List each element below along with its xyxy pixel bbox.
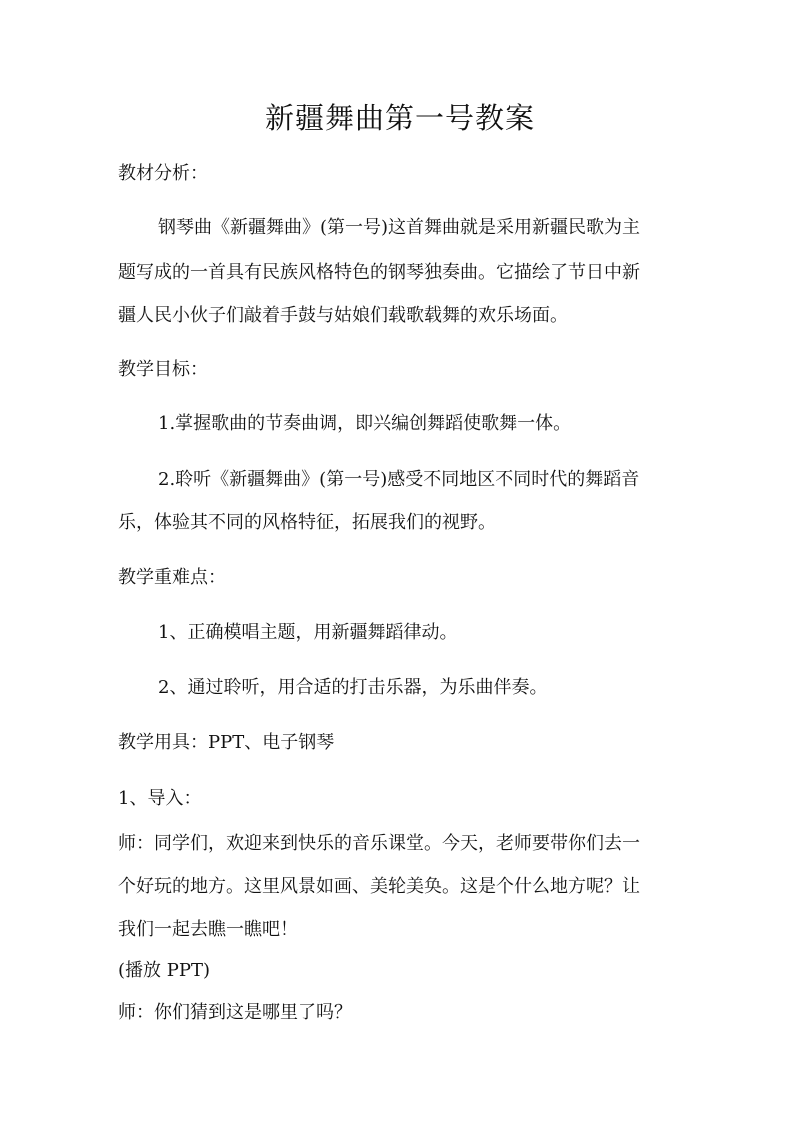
paragraph-line: 疆人民小伙子们敲着手鼓与姑娘们载歌载舞的欢乐场面。 [118,305,568,326]
paragraph-line: 钢琴曲《新疆舞曲》(第一号)这首舞曲就是采用新疆民歌为主 [158,217,641,238]
section-heading-objectives: 教学目标： [118,359,208,380]
key-point-item: 1、正确模唱主题，用新疆舞蹈律动。 [158,622,458,643]
section-heading-intro: 1、导入： [118,788,202,809]
key-point-item: 2、通过聆听，用合适的打击乐器，为乐曲伴奏。 [158,677,548,698]
dialogue-line: 个好玩的地方。这里风景如画、美轮美奂。这是个什么地方呢？让 [118,876,640,897]
objective-item: 1.掌握歌曲的节奏曲调，即兴编创舞蹈使歌舞一体。 [158,413,572,434]
dialogue-line: 师：同学们，欢迎来到快乐的音乐课堂。今天，老师要带你们去一 [118,833,640,854]
section-heading-materials: 教材分析： [118,163,208,184]
page-title: 新疆舞曲第一号教案 [264,101,535,135]
stage-direction: (播放 PPT) [118,960,210,981]
dialogue-line: 我们一起去瞧一瞧吧！ [118,919,298,940]
section-heading-key-points: 教学重难点： [118,567,226,588]
section-heading-tools: 教学用具：PPT、电子钢琴 [118,732,335,753]
dialogue-line: 师：你们猜到这是哪里了吗？ [118,1002,352,1023]
paragraph-line: 乐，体验其不同的风格特征，拓展我们的视野。 [118,512,496,533]
objective-item: 2.聆听《新疆舞曲》(第一号)感受不同地区不同时代的舞蹈音 [158,469,640,490]
paragraph-line: 题写成的一首具有民族风格特色的钢琴独奏曲。它描绘了节日中新 [118,262,640,283]
